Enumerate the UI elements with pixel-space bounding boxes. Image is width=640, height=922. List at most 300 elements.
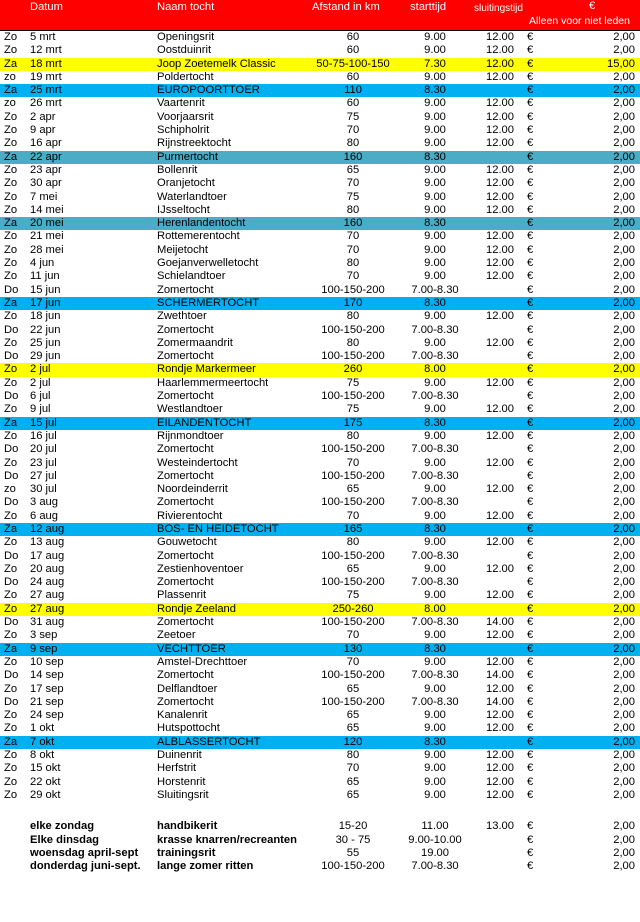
row-price: 2,00 [613, 562, 635, 575]
row-currency: € [527, 84, 534, 97]
row-price: 2,00 [613, 655, 635, 668]
row-start-time: 9.00 [424, 562, 446, 575]
row-event-name: Zomertocht [157, 576, 214, 589]
row-distance: 70 [346, 629, 360, 642]
weekly-distance: 15-20 [338, 820, 368, 833]
row-distance: 260 [343, 363, 363, 376]
row-price: 2,00 [613, 403, 635, 416]
weekly-price: 2,00 [613, 846, 635, 859]
row-day: Do [4, 390, 19, 403]
row-distance: 110 [344, 84, 362, 97]
row-price: 2,00 [613, 749, 635, 762]
row-event-name: Poldertocht [157, 70, 214, 83]
row-close-time: 12.00 [486, 403, 514, 416]
row-event-name: Openingsrit [157, 31, 215, 43]
row-price: 2,00 [613, 190, 635, 203]
row-price: 2,00 [613, 642, 635, 655]
row-currency: € [527, 549, 534, 562]
row-distance: 80 [346, 203, 360, 216]
row-close-time: 12.00 [486, 110, 514, 123]
row-price: 2,00 [613, 443, 635, 456]
row-currency: € [527, 376, 534, 389]
row-start-time: 9.00 [424, 163, 446, 176]
row-start-time: 8.30 [424, 296, 446, 309]
row-date: 16 jul [30, 429, 57, 442]
weekly-start-time: 11.00 [421, 820, 449, 833]
row-close-time: 12.00 [486, 536, 514, 549]
row-day: Za [4, 416, 18, 429]
row-day: Za [4, 217, 18, 230]
row-event-name: Herenlandentocht [157, 217, 246, 230]
row-start-time: 9.00 [424, 70, 446, 83]
table-row [0, 496, 640, 509]
table-row [0, 709, 640, 722]
row-close-time: 12.00 [486, 257, 514, 270]
row-event-name: EILANDENTOCHT [157, 416, 252, 429]
row-day: Zo [4, 363, 18, 376]
row-close-time: 12.00 [486, 722, 514, 735]
row-distance: 70 [346, 230, 360, 243]
row-price: 2,00 [613, 616, 635, 629]
row-close-time: 12.00 [486, 270, 514, 283]
row-distance: 100-150-200 [321, 576, 385, 589]
weekly-start-time: 9.00-10.00 [408, 833, 462, 846]
row-price: 2,00 [613, 549, 635, 562]
row-price: 2,00 [613, 762, 635, 775]
table-row [0, 483, 640, 496]
row-event-name: Oranjetocht [157, 177, 215, 190]
row-currency: € [527, 496, 534, 509]
row-date: 23 jul [30, 456, 57, 469]
row-start-time: 9.00 [424, 709, 446, 722]
row-day: Za [4, 522, 18, 535]
weekly-distance: 30 - 75 [335, 833, 371, 846]
row-distance: 75 [346, 403, 360, 416]
weekly-when: elke zondag [30, 820, 95, 833]
row-close-time: 14.00 [486, 669, 514, 682]
row-price: 2,00 [613, 70, 635, 83]
row-event-name: EUROPOORTTOER [157, 84, 260, 97]
weekly-when: woensdag april-sept [30, 846, 139, 859]
row-currency: € [527, 642, 534, 655]
row-start-time: 9.00 [424, 310, 446, 323]
row-event-name: Waterlandtoer [157, 190, 227, 203]
row-event-name: Oostduinrit [157, 44, 212, 57]
weekly-ride-name: lange zomer ritten [157, 860, 254, 873]
row-start-time: 7.00-8.30 [411, 549, 459, 562]
row-currency: € [527, 97, 534, 110]
row-currency: € [527, 270, 534, 283]
row-price: 2,00 [613, 682, 635, 695]
row-distance: 50-75-100-150 [316, 57, 390, 70]
row-event-name: BOS- EN HEIDETOCHT [157, 522, 279, 535]
table-row [0, 576, 640, 589]
row-date: 24 aug [30, 576, 65, 589]
row-day: Zo [4, 310, 18, 323]
table-row [0, 297, 640, 310]
row-date: 3 sep [30, 629, 58, 642]
row-currency: € [527, 336, 534, 349]
row-date: 20 mei [30, 217, 64, 230]
row-date: 18 mrt [30, 57, 62, 70]
row-distance: 100-150-200 [321, 469, 385, 482]
row-close-time: 12.00 [486, 589, 514, 602]
row-date: 21 mei [30, 230, 64, 243]
weekly-start-time: 19.00 [421, 846, 449, 859]
row-event-name: Zomertocht [157, 443, 214, 456]
row-day: Zo [4, 722, 18, 735]
table-row [0, 151, 640, 164]
row-start-time: 7.00-8.30 [411, 323, 459, 336]
row-price: 2,00 [613, 735, 635, 748]
row-start-time: 9.00 [424, 749, 446, 762]
table-row [0, 789, 640, 802]
row-price: 2,00 [613, 536, 635, 549]
row-day: Za [4, 296, 18, 309]
row-event-name: Rijnstreektocht [157, 137, 231, 150]
row-date: 3 aug [30, 496, 58, 509]
table-row [0, 244, 640, 257]
weekly-currency: € [527, 820, 534, 833]
row-price: 2,00 [613, 576, 635, 589]
table-row [0, 270, 640, 283]
row-date: 9 apr [30, 124, 56, 137]
table-row [0, 310, 640, 323]
table-row [0, 177, 640, 190]
row-start-time: 9.00 [424, 44, 446, 57]
row-distance: 75 [346, 190, 360, 203]
weekly-when: donderdag juni-sept. [30, 860, 141, 873]
row-date: 14 sep [30, 669, 64, 682]
row-event-name: Horstenrit [157, 775, 206, 788]
row-distance: 70 [346, 762, 360, 775]
table-row [0, 204, 640, 217]
row-start-time: 9.00 [424, 775, 446, 788]
row-close-time: 12.00 [486, 137, 514, 150]
row-close-time: 12.00 [486, 655, 514, 668]
row-price: 2,00 [613, 669, 635, 682]
section-gap [0, 802, 640, 820]
table-row [0, 324, 640, 337]
row-start-time: 9.00 [424, 788, 446, 801]
row-event-name: Schipholrit [157, 124, 210, 137]
row-price: 2,00 [613, 270, 635, 283]
row-date: 30 apr [30, 177, 62, 190]
weekly-rows [0, 820, 640, 873]
row-start-time: 7.00-8.30 [411, 496, 459, 509]
row-distance: 70 [346, 509, 360, 522]
table-row [0, 403, 640, 416]
row-day: Do [4, 469, 19, 482]
row-currency: € [527, 655, 534, 668]
table-row [0, 643, 640, 656]
row-day: Do [4, 549, 19, 562]
row-start-time: 9.00 [424, 270, 446, 283]
row-day: Do [4, 616, 19, 629]
row-price: 2,00 [613, 629, 635, 642]
weekly-distance: 100-150-200 [321, 860, 385, 873]
table-row [0, 363, 640, 376]
row-currency: € [527, 522, 534, 535]
header-starttijd: starttijd [410, 1, 447, 13]
row-close-time: 12.00 [486, 44, 514, 57]
row-event-name: Schielandtoer [157, 270, 226, 283]
row-distance: 70 [346, 456, 360, 469]
weekly-when: Elke dinsdag [30, 833, 100, 846]
row-start-time: 7.00-8.30 [411, 576, 459, 589]
row-event-name: Zomertocht [157, 390, 214, 403]
row-start-time: 9.00 [424, 257, 446, 270]
row-event-name: Purmertocht [157, 150, 218, 163]
row-price: 2,00 [613, 483, 635, 496]
row-distance: 80 [346, 749, 360, 762]
header-datum: Datum [30, 1, 63, 13]
row-currency: € [527, 695, 534, 708]
row-currency: € [527, 629, 534, 642]
row-price: 2,00 [613, 257, 635, 270]
row-distance: 100-150-200 [321, 549, 385, 562]
row-event-name: Meijetocht [157, 243, 208, 256]
row-event-name: Zomertocht [157, 283, 214, 296]
row-start-time: 9.00 [424, 230, 446, 243]
table-row [0, 457, 640, 470]
row-event-name: Plassenrit [157, 589, 207, 602]
row-date: 31 aug [30, 616, 65, 629]
row-start-time: 9.00 [424, 203, 446, 216]
row-day: Zo [4, 562, 18, 575]
row-day: Za [4, 57, 18, 70]
row-start-time: 9.00 [424, 243, 446, 256]
row-price: 2,00 [613, 283, 635, 296]
table-row [0, 337, 640, 350]
table-row [0, 111, 640, 124]
row-distance: 60 [346, 44, 360, 57]
table-row [0, 669, 640, 682]
table-row [0, 536, 640, 549]
row-day: Do [4, 576, 19, 589]
row-distance: 80 [346, 336, 360, 349]
row-distance: 80 [346, 257, 360, 270]
row-day: Do [4, 323, 19, 336]
row-day: Za [4, 642, 18, 655]
row-day: Do [4, 496, 19, 509]
row-distance: 75 [346, 110, 360, 123]
row-date: 5 mrt [30, 31, 56, 43]
row-day: Zo [4, 589, 18, 602]
header-sluitingstijd: sluitingstijd [474, 3, 523, 14]
row-distance: 170 [343, 296, 363, 309]
row-day: Zo [4, 230, 18, 243]
row-distance: 120 [343, 735, 363, 748]
row-price: 2,00 [613, 296, 635, 309]
row-close-time: 12.00 [486, 57, 514, 70]
row-currency: € [527, 722, 534, 735]
row-price: 2,00 [613, 709, 635, 722]
row-event-name: Zomertocht [157, 469, 214, 482]
row-day: Zo [4, 190, 18, 203]
table-row [0, 683, 640, 696]
row-currency: € [527, 735, 534, 748]
row-distance: 100-150-200 [321, 390, 385, 403]
row-date: 15 jul [30, 416, 57, 429]
row-distance: 250-260 [332, 602, 374, 615]
row-start-time: 9.00 [424, 110, 446, 123]
row-price: 2,00 [613, 350, 635, 363]
row-event-name: Zwethtoer [157, 310, 207, 323]
row-currency: € [527, 562, 534, 575]
row-event-name: Zomermaandrit [157, 336, 233, 349]
row-distance: 100-150-200 [321, 443, 385, 456]
row-event-name: Zeetoer [157, 629, 196, 642]
row-day: Do [4, 283, 19, 296]
table-row [0, 696, 640, 709]
weekly-price: 2,00 [613, 860, 635, 873]
row-start-time: 8.30 [424, 522, 446, 535]
row-price: 2,00 [613, 323, 635, 336]
row-event-name: Hutspottocht [157, 722, 220, 735]
row-price: 2,00 [613, 84, 635, 97]
row-date: 26 mrt [30, 97, 62, 110]
row-day: Zo [4, 429, 18, 442]
row-currency: € [527, 788, 534, 801]
row-day: Zo [4, 762, 18, 775]
row-close-time: 12.00 [486, 124, 514, 137]
row-day: Zo [4, 243, 18, 256]
weekly-currency: € [527, 846, 534, 859]
row-currency: € [527, 509, 534, 522]
row-event-name: Duinenrit [157, 749, 202, 762]
row-day: Zo [4, 403, 18, 416]
table-row [0, 736, 640, 749]
row-day: Zo [4, 31, 18, 43]
table-row [0, 749, 640, 762]
row-date: 30 jul [30, 483, 57, 496]
header-euro: € [589, 0, 596, 12]
row-start-time: 7.00-8.30 [411, 669, 459, 682]
row-price: 2,00 [613, 589, 635, 602]
row-close-time: 12.00 [486, 310, 514, 323]
row-start-time: 9.00 [424, 629, 446, 642]
table-row [0, 430, 640, 443]
row-start-time: 9.00 [424, 403, 446, 416]
row-distance: 65 [346, 562, 360, 575]
table-row [0, 510, 640, 523]
row-day: Do [4, 350, 19, 363]
row-day: Zo [4, 775, 18, 788]
row-day: Zo [4, 602, 18, 615]
weekly-ride-name: trainingsrit [157, 846, 216, 859]
row-date: 9 jul [30, 403, 51, 416]
table-row [0, 97, 640, 110]
row-distance: 165 [343, 522, 363, 535]
row-close-time: 12.00 [486, 97, 514, 110]
row-start-time: 7.00-8.30 [411, 283, 459, 296]
table-row [0, 124, 640, 137]
row-close-time: 12.00 [486, 429, 514, 442]
row-currency: € [527, 390, 534, 403]
row-currency: € [527, 775, 534, 788]
weekly-row [0, 860, 640, 873]
row-distance: 75 [346, 589, 360, 602]
row-distance: 160 [343, 217, 363, 230]
table-row [0, 563, 640, 576]
table-row [0, 191, 640, 204]
row-price: 2,00 [613, 456, 635, 469]
row-start-time: 9.00 [424, 137, 446, 150]
row-close-time: 12.00 [486, 230, 514, 243]
table-row [0, 230, 640, 243]
row-price: 2,00 [613, 390, 635, 403]
header-afstand: Afstand in km [312, 1, 380, 13]
row-date: 21 sep [30, 695, 64, 708]
row-date: 28 mei [30, 243, 64, 256]
row-day: Zo [4, 336, 18, 349]
row-close-time: 12.00 [486, 31, 514, 43]
row-start-time: 8.00 [424, 602, 446, 615]
row-distance: 100-150-200 [321, 669, 385, 682]
row-start-time: 9.00 [424, 483, 446, 496]
row-start-time: 9.00 [424, 536, 446, 549]
row-distance: 65 [346, 775, 360, 788]
table-row [0, 776, 640, 789]
row-distance: 65 [346, 483, 360, 496]
row-start-time: 9.00 [424, 456, 446, 469]
row-price: 2,00 [613, 722, 635, 735]
row-price: 2,00 [613, 602, 635, 615]
row-start-time: 7.30 [424, 57, 446, 70]
row-date: 17 aug [30, 549, 65, 562]
weekly-row [0, 834, 640, 847]
row-close-time: 14.00 [486, 695, 514, 708]
row-price: 2,00 [613, 243, 635, 256]
row-price: 2,00 [613, 775, 635, 788]
row-day: Za [4, 84, 18, 97]
row-currency: € [527, 257, 534, 270]
row-date: 22 jun [30, 323, 61, 336]
row-distance: 70 [346, 655, 360, 668]
row-distance: 100-150-200 [321, 323, 385, 336]
table-row [0, 390, 640, 403]
row-date: 2 jul [30, 376, 51, 389]
row-start-time: 9.00 [424, 429, 446, 442]
row-start-time: 9.00 [424, 190, 446, 203]
row-currency: € [527, 443, 534, 456]
row-distance: 60 [346, 31, 360, 43]
header-niet-leden: Alleen voor niet leden [529, 15, 630, 27]
row-day: Zo [4, 376, 18, 389]
row-currency: € [527, 576, 534, 589]
table-row [0, 722, 640, 735]
row-date: 22 okt [30, 775, 61, 788]
row-start-time: 9.00 [424, 682, 446, 695]
row-distance: 60 [346, 70, 360, 83]
row-currency: € [527, 709, 534, 722]
row-event-name: Rivierentocht [157, 509, 223, 522]
row-close-time: 12.00 [486, 70, 514, 83]
row-price: 2,00 [613, 110, 635, 123]
row-day: Zo [4, 655, 18, 668]
row-event-name: Zomertocht [157, 669, 214, 682]
row-date: 17 sep [30, 682, 64, 695]
row-distance: 175 [343, 416, 363, 429]
row-distance: 130 [343, 642, 363, 655]
row-event-name: Amstel-Drechttoer [157, 655, 248, 668]
row-distance: 100-150-200 [321, 283, 385, 296]
row-start-time: 9.00 [424, 124, 446, 137]
table-header [0, 0, 640, 30]
table-row [0, 284, 640, 297]
row-event-name: VECHTTOER [157, 642, 226, 655]
